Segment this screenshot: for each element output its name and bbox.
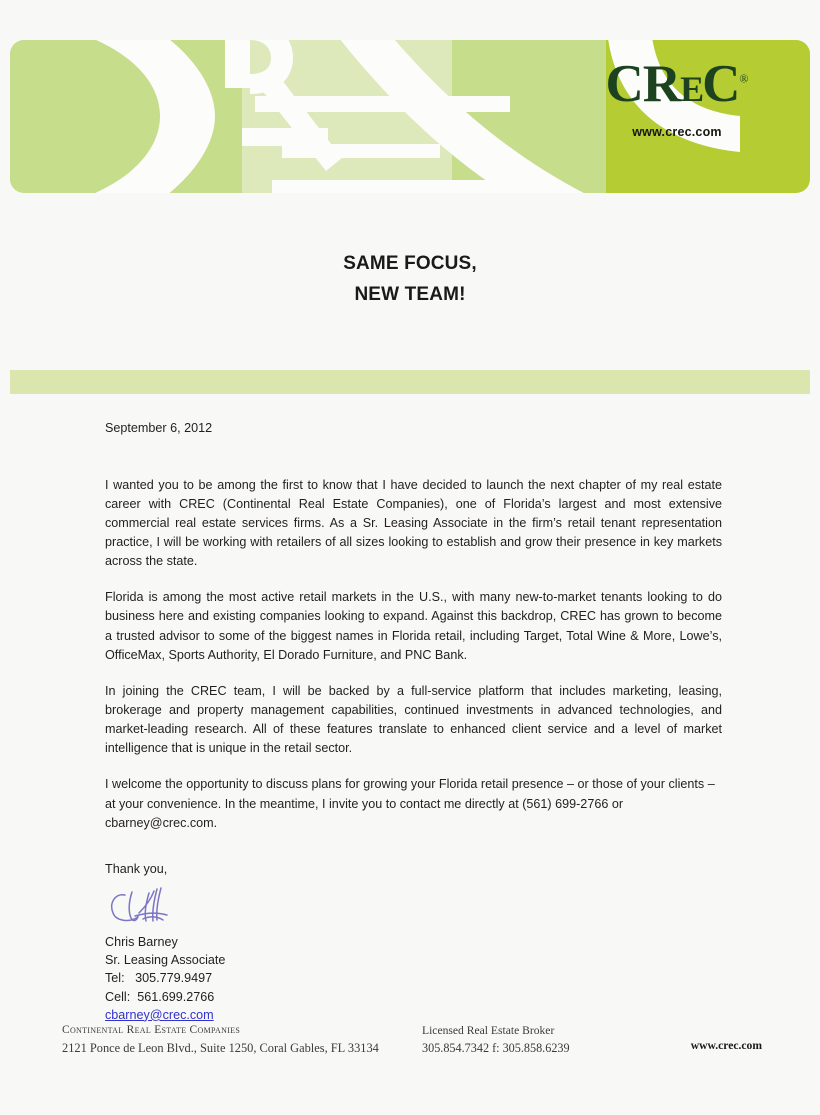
logo-small-e: E [680,69,703,109]
registered-trademark-icon: ® [739,71,749,86]
cell-value: 561.699.2766 [137,989,215,1004]
crec-logo-wordmark [605,55,749,113]
headline-line-1: SAME FOCUS, [343,253,477,274]
headline [0,249,820,311]
cell-label: Cell: [105,989,131,1004]
crec-logo [582,55,772,139]
headline-line-2: NEW TEAM! [354,283,466,305]
letter-date: September 6, 2012 [105,421,213,435]
page-footer [62,1022,762,1058]
tel-label: Tel: [105,971,125,986]
logo-website-url: www.crec.com [632,125,722,139]
footer-website-url: www.crec.com [690,1039,762,1052]
signature-image [105,883,722,931]
logo-lead: CR [605,55,681,113]
letter-paragraph-3: In joining the CREC team, I will be backed by a full-service platform that includes marketing, leasing, brokerage and property management capabilities, continued investments in advanced technologies, and market-leading research. All of these features translate to enhanced client service and a level of market intelligence that is unique in the retail sector. [105,683,722,756]
letter-paragraph-2: Florida is among the most active retail markets in the U.S., with many new-to-market tenants looking to do business here and existing companies looking to expand. Against this backdrop, CREC has grown to become a trusted advisor to some of the biggest names in Florida retail, including Target, Total Wine & More, Lowe’s, OfficeMax, Sports Authority, El Dorado Furniture, and PNC Bank. [105,590,722,662]
signer-name: Chris Barney [105,934,178,949]
footer-broker-line: Licensed Real Estate Broker [422,1024,555,1037]
letter-paragraph-4: I welcome the opportunity to discuss plans for growing your Florida retail presence – or those of your clients – at your convenience. In the meantime, I invite you to contact me directly at (561) 699-2766 or cbarney@crec.com. [105,777,715,830]
letter-closing: Thank you, [105,861,168,876]
signer-tel [105,969,722,987]
letter-body [105,420,722,1024]
signer-email-link[interactable]: cbarney@crec.com [105,1007,214,1022]
footer-phone-line: 305.854.7342 f: 305.858.6239 [422,1041,570,1056]
handwritten-signature-icon [105,883,185,931]
logo-tail: C [702,55,740,113]
signature-block [105,933,722,1024]
signer-cell [105,988,722,1006]
green-divider-bar [10,370,810,394]
header-banner [10,40,810,193]
footer-address: 2121 Ponce de Leon Blvd., Suite 1250, Coral Gables, FL 33134 [62,1041,379,1056]
signer-title: Sr. Leasing Associate [105,953,226,968]
tel-value: 305.779.9497 [135,971,213,986]
footer-company-name: Continental Real Estate Companies [62,1024,241,1036]
letter-paragraph-1: I wanted you to be among the first to know that I have decided to launch the next chapter of my real estate career with CREC (Continental Real Estate Companies), one of Florida’s largest and most extensive commercial real estate services firms. As a Sr. Leasing Associate in the firm’s retail tenant representation practice, I will be working with retailers of all sizes looking to establish and grow their presence in key markets across the state. [105,477,722,569]
